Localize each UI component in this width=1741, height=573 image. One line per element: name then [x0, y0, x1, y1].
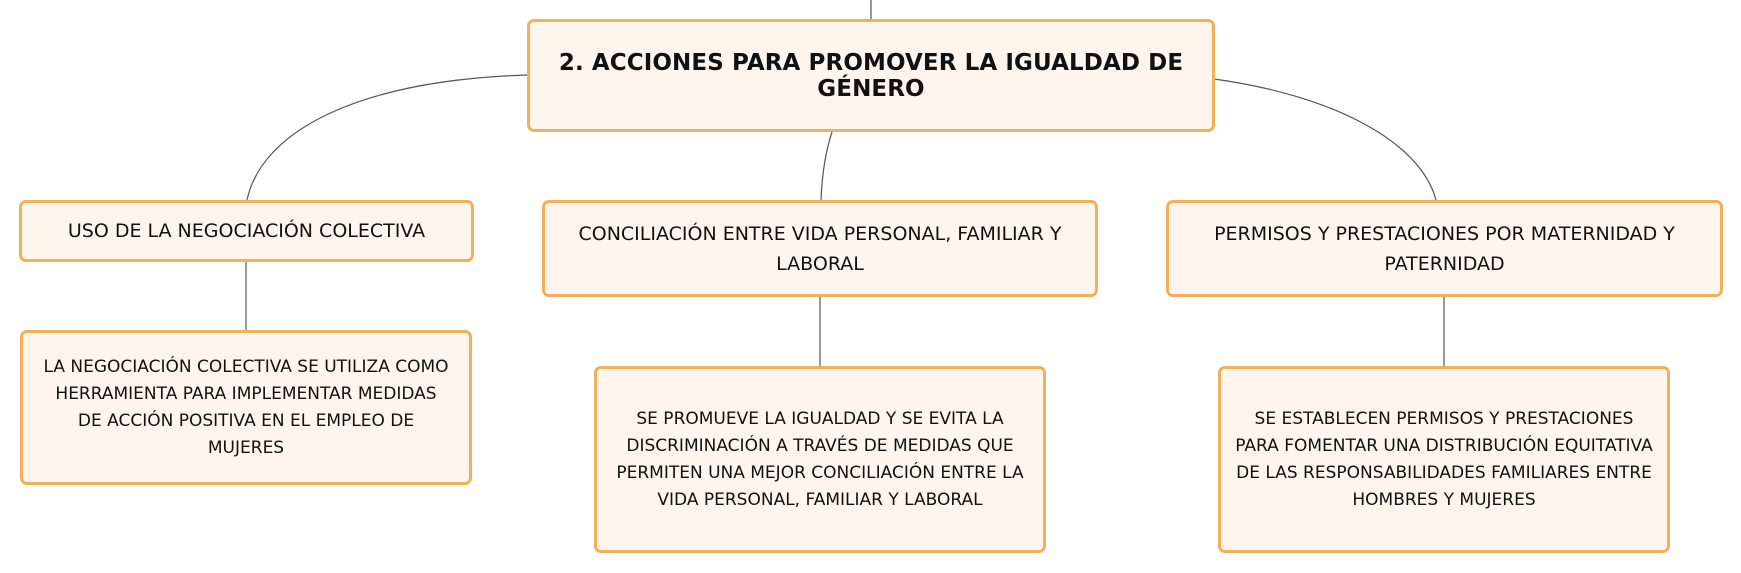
detail-node-label: LA NEGOCIACIÓN COLECTIVA SE UTILIZA COMO HERRAMIENTA PARA IMPLEMENTAR MEDIDAS DE ACCIÓN POSITIVA EN EL EMPLEO DE MUJERES [43, 356, 449, 458]
connector-root-to-topic-1 [247, 75, 528, 200]
connector-root-to-topic-2 [821, 132, 832, 200]
topic-node-parental-leave[interactable] [1166, 200, 1723, 297]
root-node[interactable] [527, 19, 1215, 132]
detail-node-work-life-balance[interactable] [594, 366, 1046, 553]
detail-node-collective-bargaining[interactable] [20, 330, 472, 485]
root-node-label: 2. ACCIONES PARA PROMOVER LA IGUALDAD DE GÉNERO [558, 49, 1184, 102]
topic-node-collective-bargaining[interactable] [19, 200, 474, 262]
topic-node-label: PERMISOS Y PRESTACIONES POR MATERNIDAD Y PATERNIDAD [1214, 222, 1675, 275]
detail-node-parental-leave[interactable] [1218, 366, 1670, 553]
detail-node-label: SE ESTABLECEN PERMISOS Y PRESTACIONES PARA FOMENTAR UNA DISTRIBUCIÓN EQUITATIVA DE LAS RESPONSABILIDADES FAMILIARES ENTRE HOMBRES Y MUJERES [1235, 408, 1653, 510]
detail-node-label: SE PROMUEVE LA IGUALDAD Y SE EVITA LA DISCRIMINACIÓN A TRAVÉS DE MEDIDAS QUE PERMITEN UNA MEJOR CONCILIACIÓN ENTRE LA VIDA PERSONAL, FAMILIAR Y LABORAL [616, 408, 1024, 510]
topic-node-label: USO DE LA NEGOCIACIÓN COLECTIVA [67, 220, 426, 242]
topic-node-work-life-balance[interactable] [542, 200, 1098, 297]
connector-root-to-topic-3 [1214, 79, 1436, 200]
topic-node-label: CONCILIACIÓN ENTRE VIDA PERSONAL, FAMILIAR Y LABORAL [578, 222, 1062, 275]
